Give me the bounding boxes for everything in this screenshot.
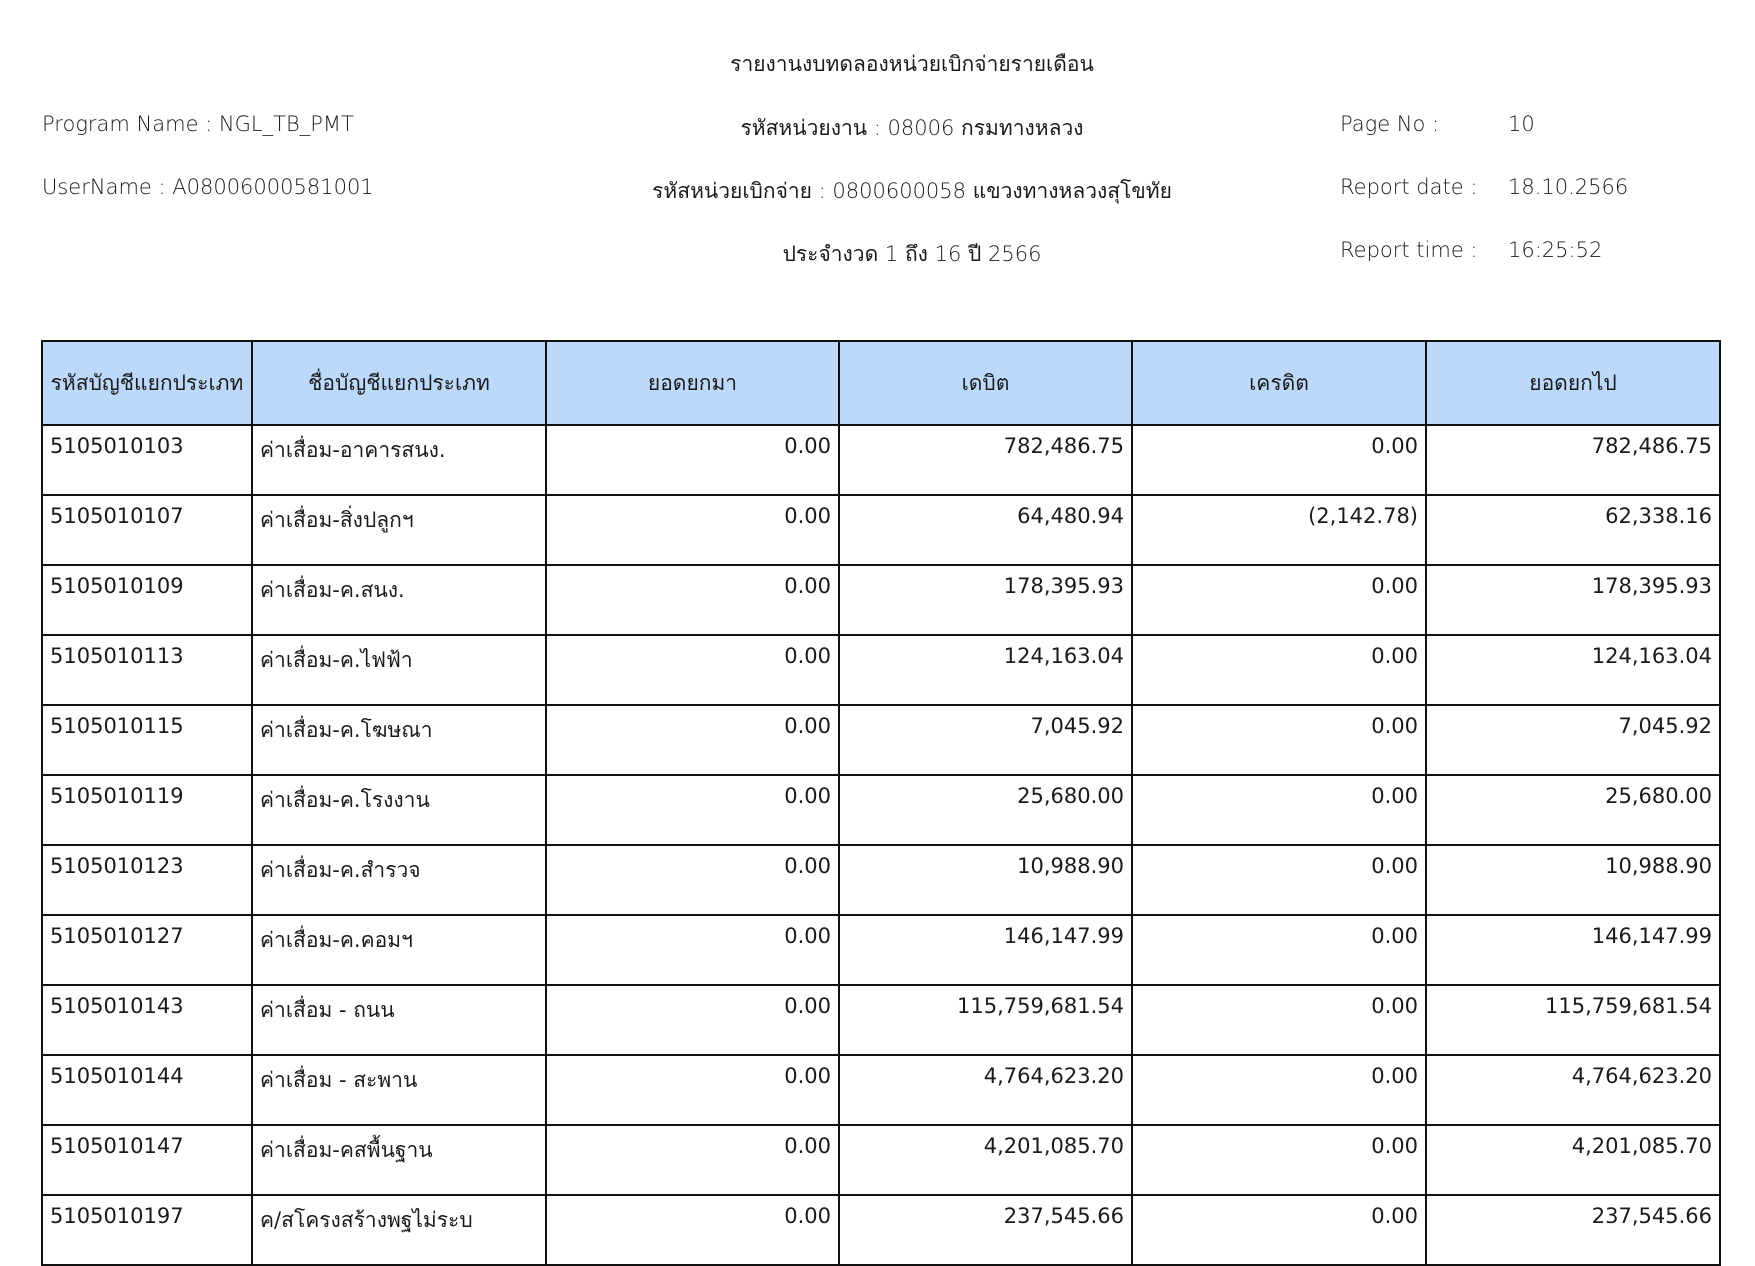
cell-closing-balance: 782,486.75 [1426, 425, 1720, 495]
col-opening-balance: ยอดยกมา [546, 341, 839, 425]
col-account-code: รหัสบัญชีแยกประเภท [42, 341, 252, 425]
cell-credit: 0.00 [1132, 565, 1426, 635]
cell-credit: (2,142.78) [1132, 495, 1426, 565]
cell-debit: 7,045.92 [839, 705, 1132, 775]
cell-account-code: 5105010119 [42, 775, 252, 845]
page-no-label: Page No : [1340, 112, 1440, 136]
report-time-value: 16:25:52 [1508, 238, 1603, 262]
cell-account-name: ค่าเสื่อม - ถนน [252, 985, 546, 1055]
col-credit: เครดิต [1132, 341, 1426, 425]
cell-opening-balance: 0.00 [546, 1055, 839, 1125]
cell-closing-balance: 10,988.90 [1426, 845, 1720, 915]
cell-account-name: ค่าเสื่อม-คสพื้นฐาน [252, 1125, 546, 1195]
col-closing-balance: ยอดยกไป [1426, 341, 1720, 425]
cell-account-code: 5105010197 [42, 1195, 252, 1265]
report-time-label: Report time : [1340, 238, 1478, 262]
cell-debit: 124,163.04 [839, 635, 1132, 705]
cell-account-code: 5105010143 [42, 985, 252, 1055]
table-row [42, 565, 1720, 635]
trial-balance-table [41, 340, 1721, 1266]
username: UserName : A08006000581001 [42, 175, 374, 199]
cell-opening-balance: 0.00 [546, 1125, 839, 1195]
cell-closing-balance: 115,759,681.54 [1426, 985, 1720, 1055]
table-row [42, 985, 1720, 1055]
table-row [42, 635, 1720, 705]
report-date-label: Report date : [1340, 175, 1478, 199]
cell-debit: 146,147.99 [839, 915, 1132, 985]
table-row [42, 425, 1720, 495]
cell-opening-balance: 0.00 [546, 915, 839, 985]
cell-credit: 0.00 [1132, 425, 1426, 495]
table-row [42, 1125, 1720, 1195]
cell-account-code: 5105010103 [42, 425, 252, 495]
cell-account-name: ค่าเสื่อม-ค.โรงงาน [252, 775, 546, 845]
cell-debit: 64,480.94 [839, 495, 1132, 565]
report-period: ประจำงวด 1 ถึง 16 ปี 2566 [782, 242, 1042, 266]
table-header-row [42, 341, 1720, 425]
cell-account-code: 5105010147 [42, 1125, 252, 1195]
cell-debit: 4,764,623.20 [839, 1055, 1132, 1125]
cell-opening-balance: 0.00 [546, 635, 839, 705]
cell-account-name: ค่าเสื่อม-ค.คอมฯ [252, 915, 546, 985]
cell-account-name: ค่าเสื่อม-ค.สนง. [252, 565, 546, 635]
table-row [42, 775, 1720, 845]
disbursing-unit: รหัสหน่วยเบิกจ่าย : 0800600058 แขวงทางหลวงสุโขทัย [652, 179, 1172, 203]
cell-debit: 4,201,085.70 [839, 1125, 1132, 1195]
cell-closing-balance: 237,545.66 [1426, 1195, 1720, 1265]
cell-account-code: 5105010113 [42, 635, 252, 705]
table-row [42, 1055, 1720, 1125]
cell-opening-balance: 0.00 [546, 495, 839, 565]
cell-debit: 178,395.93 [839, 565, 1132, 635]
cell-closing-balance: 25,680.00 [1426, 775, 1720, 845]
cell-closing-balance: 178,395.93 [1426, 565, 1720, 635]
cell-closing-balance: 146,147.99 [1426, 915, 1720, 985]
report-title: รายงานงบทดลองหน่วยเบิกจ่ายรายเดือน [730, 52, 1094, 76]
cell-account-code: 5105010123 [42, 845, 252, 915]
cell-debit: 10,988.90 [839, 845, 1132, 915]
table-row [42, 1195, 1720, 1265]
cell-closing-balance: 124,163.04 [1426, 635, 1720, 705]
cell-account-code: 5105010107 [42, 495, 252, 565]
cell-account-code: 5105010109 [42, 565, 252, 635]
cell-opening-balance: 0.00 [546, 845, 839, 915]
cell-opening-balance: 0.00 [546, 1195, 839, 1265]
cell-debit: 115,759,681.54 [839, 985, 1132, 1055]
program-name: Program Name : NGL_TB_PMT [42, 112, 354, 136]
agency-code: รหัสหน่วยงาน : 08006 กรมทางหลวง [740, 116, 1084, 140]
cell-closing-balance: 7,045.92 [1426, 705, 1720, 775]
cell-credit: 0.00 [1132, 1195, 1426, 1265]
cell-opening-balance: 0.00 [546, 705, 839, 775]
cell-account-code: 5105010115 [42, 705, 252, 775]
cell-closing-balance: 4,764,623.20 [1426, 1055, 1720, 1125]
cell-account-name: ค่าเสื่อม-ค.ไฟฟ้า [252, 635, 546, 705]
cell-opening-balance: 0.00 [546, 985, 839, 1055]
cell-debit: 237,545.66 [839, 1195, 1132, 1265]
table-row [42, 845, 1720, 915]
table-row [42, 915, 1720, 985]
cell-credit: 0.00 [1132, 705, 1426, 775]
cell-closing-balance: 4,201,085.70 [1426, 1125, 1720, 1195]
cell-credit: 0.00 [1132, 635, 1426, 705]
report-date-value: 18.10.2566 [1508, 175, 1629, 199]
cell-account-name: ค่าเสื่อม - สะพาน [252, 1055, 546, 1125]
cell-account-name: ค่าเสื่อม-ค.โฆษณา [252, 705, 546, 775]
table-row [42, 495, 1720, 565]
cell-credit: 0.00 [1132, 845, 1426, 915]
page-no-value: 10 [1508, 112, 1535, 136]
cell-opening-balance: 0.00 [546, 565, 839, 635]
cell-account-name: ค่าเสื่อม-สิ่งปลูกฯ [252, 495, 546, 565]
cell-opening-balance: 0.00 [546, 425, 839, 495]
cell-credit: 0.00 [1132, 775, 1426, 845]
cell-credit: 0.00 [1132, 1055, 1426, 1125]
col-debit: เดบิต [839, 341, 1132, 425]
cell-account-name: ค่าเสื่อม-อาคารสนง. [252, 425, 546, 495]
cell-account-name: ค/สโครงสร้างพฐไม่ระบ [252, 1195, 546, 1265]
cell-debit: 25,680.00 [839, 775, 1132, 845]
cell-credit: 0.00 [1132, 985, 1426, 1055]
table-row [42, 705, 1720, 775]
cell-account-code: 5105010144 [42, 1055, 252, 1125]
cell-credit: 0.00 [1132, 1125, 1426, 1195]
cell-credit: 0.00 [1132, 915, 1426, 985]
cell-debit: 782,486.75 [839, 425, 1132, 495]
cell-account-name: ค่าเสื่อม-ค.สำรวจ [252, 845, 546, 915]
cell-closing-balance: 62,338.16 [1426, 495, 1720, 565]
cell-opening-balance: 0.00 [546, 775, 839, 845]
col-account-name: ชื่อบัญชีแยกประเภท [252, 341, 546, 425]
cell-account-code: 5105010127 [42, 915, 252, 985]
